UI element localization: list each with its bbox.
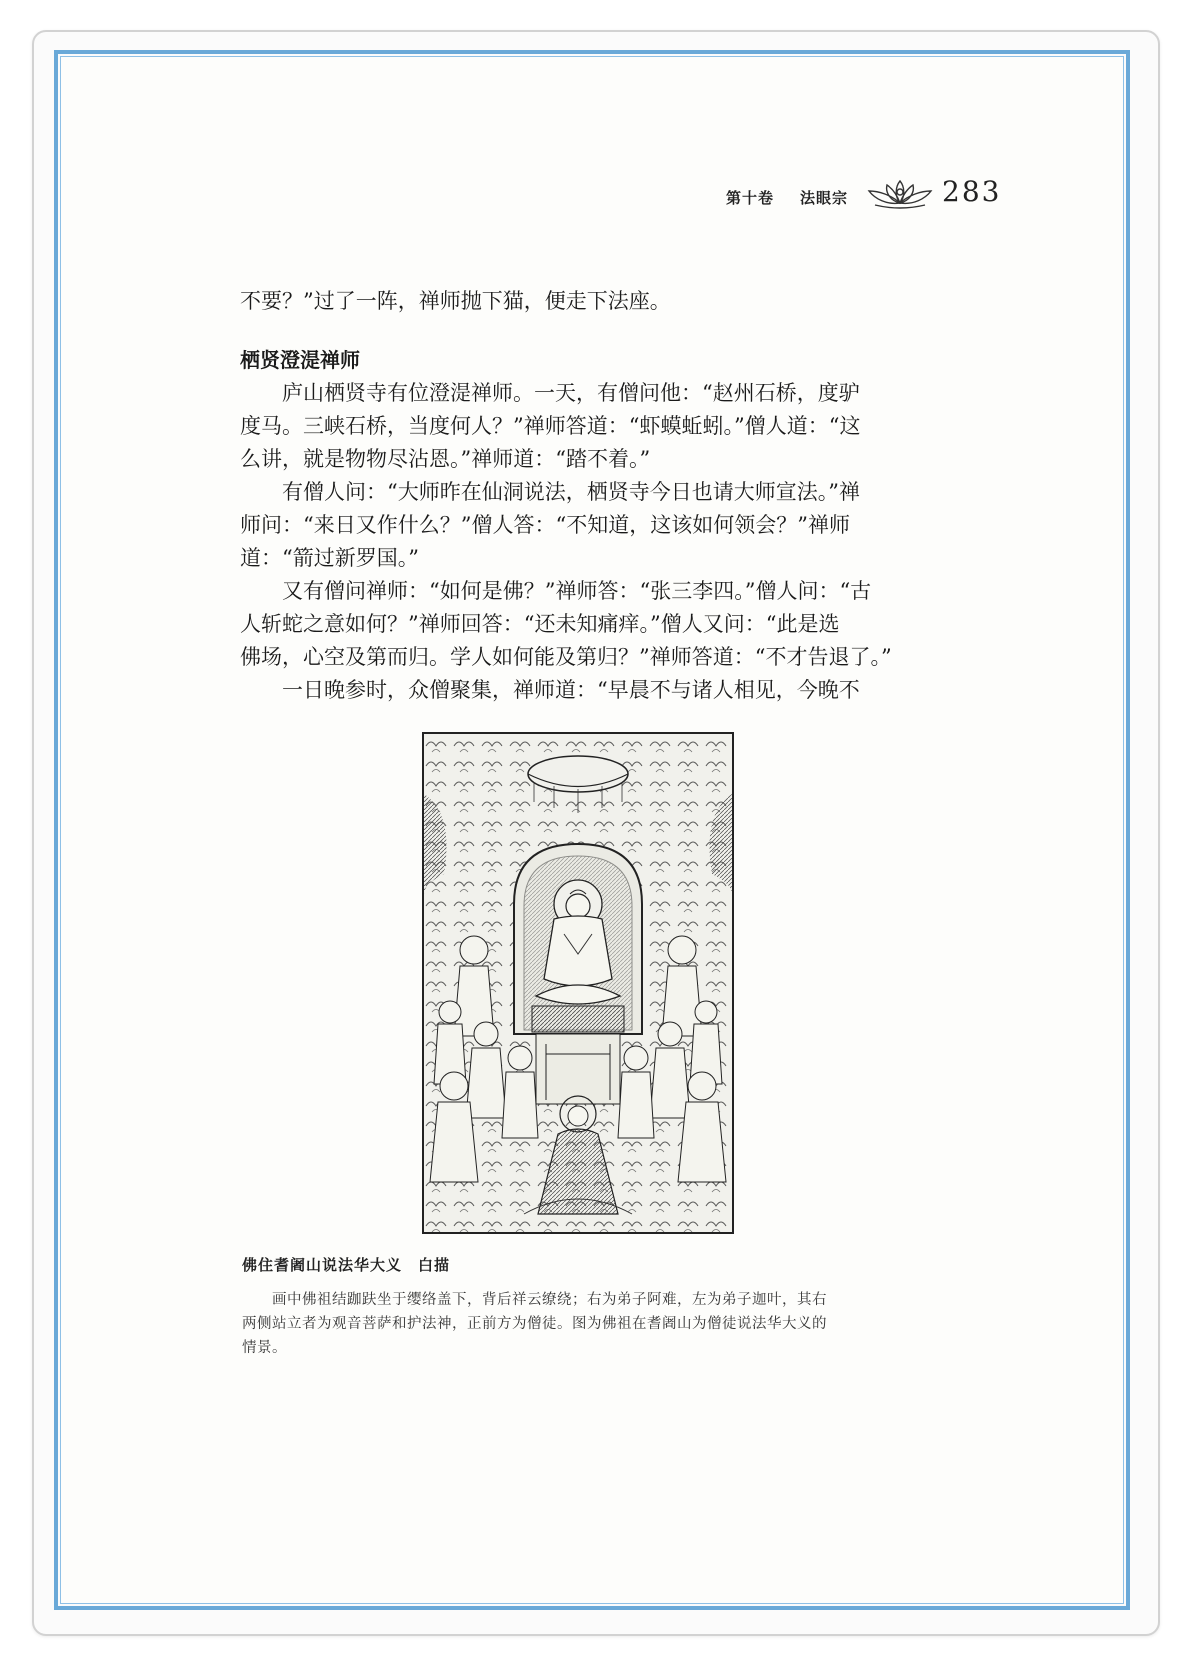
text-line: 佛场，心空及第而归。学人如何能及第归？”禅师答道：“不才告退了。” [240,645,892,669]
running-header [600,175,1000,215]
header-section: 法眼宗 [800,189,849,207]
text-line: 师问：“来日又作什么？”僧人答：“不知道，这该如何领会？”禅师 [240,513,850,537]
section-heading: 栖贤澄湜禅师 [240,348,360,372]
text-line: 一日晚参时，众僧聚集，禅师道：“早晨不与诸人相见，今晚不 [282,678,860,702]
lotus-ornament-icon [865,175,935,211]
buddha-preaching-woodblock-icon [424,734,732,1232]
caption-line: 两侧站立者为观音菩萨和护法神，正前方为僧徒。图为佛祖在耆阇山为僧徒说法华大义的 [242,1316,827,1332]
header-volume: 第十卷 [726,189,775,207]
text-line: 庐山栖贤寺有位澄湜禅师。一天，有僧问他：“赵州石桥，度驴 [282,381,860,405]
main-text [240,285,900,707]
text-line: 人斩蛇之意如何？”禅师回答：“还未知痛痒。”僧人又问：“此是选 [240,612,840,636]
text-line: 道：“箭过新罗国。” [240,546,419,570]
text-line: 又有僧问禅师：“如何是佛？”禅师答：“张三李四。”僧人问：“古 [282,579,872,603]
figure-caption-title: 佛住耆阇山说法华大义 白描 [242,1256,451,1274]
text-line: 度马。三峡石桥，当度何人？”禅师答道：“虾蟆蚯蚓。”僧人道：“这 [240,414,861,438]
text-line: 不要？”过了一阵，禅师抛下猫，便走下法座。 [240,289,671,313]
caption-line: 情景。 [242,1340,287,1356]
caption-line: 画中佛祖结跏趺坐于缨络盖下，背后祥云缭绕；右为弟子阿难，左为弟子迦叶，其右 [272,1292,827,1308]
text-line: 有僧人问：“大师昨在仙洞说法，栖贤寺今日也请大师宣法。”禅 [282,480,860,504]
text-line: 么讲，就是物物尽沾恩。”禅师道：“踏不着。” [240,447,651,471]
page-number: 283 [942,175,1002,208]
figure-caption-text [242,1288,898,1360]
buddha-illustration [422,732,734,1234]
